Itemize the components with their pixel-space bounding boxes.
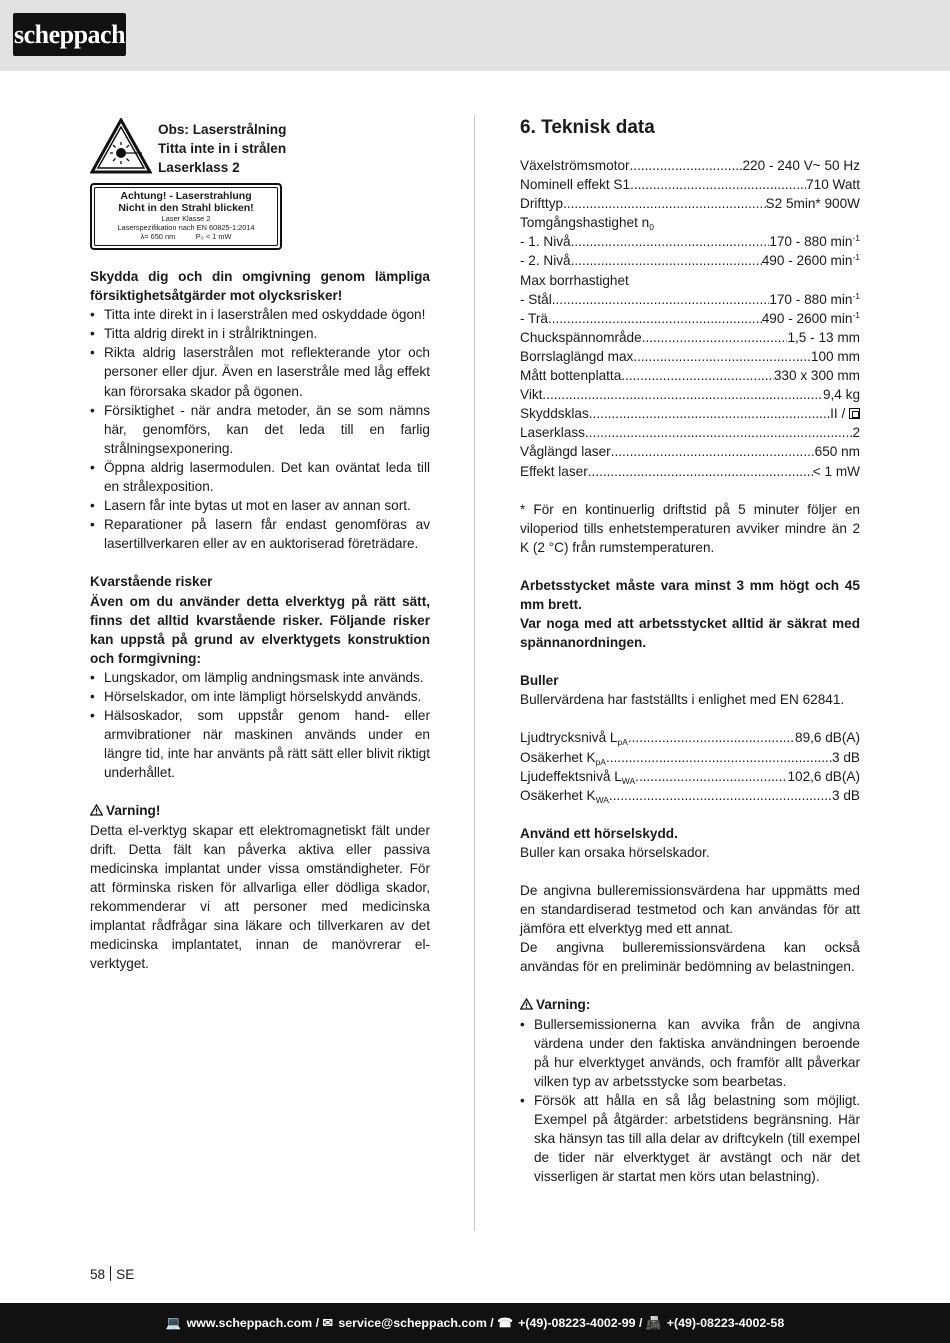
laser-label-line: λ= 650 nm P₀ < 1 mW: [140, 232, 232, 241]
spec-value: 102,6 dB(A): [787, 768, 860, 784]
spec-row: [520, 232, 860, 251]
spec-value: 710 Watt: [806, 177, 860, 193]
spec-label: - Trä: [520, 310, 548, 326]
computer-icon: 💻: [165, 1316, 182, 1330]
em-warning-text: Detta el-verktyg skapar ett elektromagnetiskt fält under drift. Detta fält kan påverka aktiva eller passiva medicinska implantat under vissa omständigheter. För att förminska risken för allvarliga eller dödliga skador, rekommenderar vi att personer med medicinska implantat rådfrågar sina läkare och tillverkaren av det medicinska implantatet, innan de manövrerar el-verktyget.: [90, 822, 430, 972]
spec-label: - 2. Nivå: [520, 253, 571, 269]
list-item: • Titta aldrig direkt in i strålriktningen.: [90, 324, 430, 343]
spec-row: [520, 385, 860, 404]
spec-value: < 1 mW: [812, 463, 860, 479]
residual-risk-title: Kvarstående risker: [90, 574, 213, 590]
spec-value: 9,4 kg: [822, 387, 860, 403]
protect-list: [90, 305, 430, 553]
left-column: [90, 118, 430, 973]
idle-speed-heading: [520, 213, 860, 232]
spec-value: 3 dB: [832, 749, 860, 765]
list-item: • Reparationer på lasern får endast genomföras av lasertillverkaren eller av en auktoriserad företrädare.: [90, 515, 430, 553]
list-item: • Lungskador, om lämplig andningsmask inte används.: [90, 668, 430, 687]
spec-label: Ljudtrycksnivå $L_{pA}$: [520, 730, 628, 748]
spec-label: Tomgångshastighet n: [520, 215, 650, 231]
list-item: • Titta inte direkt in i laserstrålen med oskyddade ögon!: [90, 305, 430, 324]
spec-label: - 1. Nivå: [520, 234, 571, 250]
spec-row: [520, 194, 860, 213]
spec-label: Vikt: [520, 387, 543, 403]
right-column: [520, 118, 860, 1186]
list-item: • Hörselskador, om inte lämpligt hörselskydd används.: [90, 687, 430, 706]
spec-label: - Stål: [520, 291, 552, 307]
spec-value: 170 - 880 $\min^{-1}$: [769, 233, 860, 250]
footer-phone: +(49)-08223-4002-99 /: [518, 1316, 643, 1330]
page-number: 58: [90, 1267, 106, 1282]
spec-row: [520, 347, 860, 366]
workpiece-note: Var noga med att arbetsstycket alltid är säkrat med spännanordningen.: [520, 616, 860, 651]
em-warning-title: Varning!: [106, 803, 161, 819]
noise-row: [520, 728, 860, 747]
spec-label: Laserklass: [520, 425, 585, 441]
spec-label: Våglängd laser: [520, 444, 611, 460]
phone-icon: ☎: [497, 1316, 513, 1330]
noise-title: Buller: [520, 673, 559, 689]
spec-label: Nominell effekt S1: [520, 177, 631, 193]
spec-value: S2 5min* 900W: [765, 196, 860, 212]
residual-risk-list: [90, 668, 430, 783]
em-warning-heading: [90, 801, 430, 820]
spec-label: Effekt laser: [520, 463, 588, 479]
spec-label: Mått bottenplatta: [520, 368, 622, 384]
noise-warning-title: Varning:: [536, 997, 591, 1013]
spec-row: [520, 251, 860, 270]
page-language: SE: [116, 1267, 135, 1282]
scheppach-logo: scheppach: [13, 13, 126, 56]
spec-value: 220 - 240 V~ 50 Hz: [742, 158, 860, 173]
noise-row: [520, 767, 860, 786]
spec-row: [520, 442, 860, 461]
header-band: [0, 0, 950, 71]
spec-row: [520, 404, 860, 423]
footer-website[interactable]: www.scheppach.com /: [186, 1316, 320, 1330]
workpiece-note: Arbetsstycket måste vara minst 3 mm högt och 45 mm brett.: [520, 577, 860, 612]
noise-warning-heading: [520, 995, 860, 1014]
spec-label: Chuckspännområde: [520, 329, 642, 345]
laser-warning-line: Obs: Laserstrålning: [158, 122, 287, 137]
list-item: • Lasern får inte bytas ut mot en laser av annan sort.: [90, 496, 430, 515]
spec-value: 3 dB: [832, 787, 860, 803]
emission-paragraph: De angivna bulleremissionsvärdena kan också användas för en preliminär bedömning av belastningen.: [520, 940, 860, 975]
spec-label: Skyddsklas: [520, 406, 589, 422]
column-divider: [474, 115, 475, 1231]
laser-warning-icon: [90, 118, 152, 174]
noise-row: [520, 748, 860, 767]
noise-row: [520, 786, 860, 805]
list-item: • Hälsoskador, som uppstår genom hand- eller armvibrationer när maskinen används under en längre tid, inte har använts på rätt sätt eller blivit riktigt underhållet.: [90, 706, 430, 782]
contact-footer: [0, 1303, 950, 1343]
laser-label-line: Nicht in den Strahl blicken!: [118, 202, 254, 214]
spec-value: 650 nm: [814, 444, 860, 460]
spec-label: Osäkerhet $K_{pA}$: [520, 749, 606, 767]
spec-label: Drifttyp: [520, 196, 564, 212]
spec-row: [520, 156, 860, 175]
warning-triangle-icon: [520, 998, 533, 1010]
list-item: • Öppna aldrig lasermodulen. Det kan oväntat leda till en strålexposition.: [90, 458, 430, 496]
spec-value: 1,5 - 13 mm: [787, 329, 860, 345]
spec-row: [520, 328, 860, 347]
hearing-title: Använd ett hörselskydd.: [520, 825, 678, 841]
spec-value: II /: [830, 404, 860, 423]
spec-value: 170 - 880 $\min^{-1}$: [769, 290, 860, 307]
duty-footnote: * För en kontinuerlig driftstid på 5 minuter följer en viloperiod tills enhetstemperaturen avviker mindre än 2 K (2 °C) från rumstemperaturen.: [520, 501, 860, 555]
laser-label-line: Laserspezifikation nach EN 60825-1:2014: [117, 223, 255, 232]
spec-row: [520, 290, 860, 309]
spec-row: [520, 309, 860, 328]
spec-row: [520, 366, 860, 385]
list-item: • Rikta aldrig laserstrålen mot reflekterande ytor och personer eller djur. Även en laserstråle med låg effekt kan förorsaka skador på ögonen.: [90, 343, 430, 400]
laser-label-line: Achtung! - Laserstrahlung: [120, 190, 252, 202]
spec-label: Ljudeffektsnivå $L_{WA}$: [520, 768, 636, 786]
spec-subscript: 0: [649, 222, 654, 233]
noise-warning-list: [520, 1015, 860, 1187]
list-item: • Bullersemissionerna kan avvika från de angivna värdena under den faktiska användningen beroende på hur elverktyget används, och framför allt påverkar vilken typ av arbetsstycke som bearbetas.: [520, 1015, 860, 1091]
page-footer-number: [90, 1265, 134, 1284]
spec-label: Osäkerhet $K_{WA}$: [520, 787, 609, 805]
protection-class-2-icon: [849, 408, 860, 419]
fax-icon: 📠: [645, 1316, 662, 1330]
warning-triangle-icon: [90, 804, 103, 816]
laser-warning-title: [158, 120, 286, 177]
laser-label-line: Laser Klasse 2: [161, 214, 211, 223]
laser-warning-block: [90, 118, 430, 250]
spec-value: 490 - 2600 $\min^{-1}$: [761, 252, 860, 269]
spec-value: 100 mm: [810, 348, 860, 364]
spec-label: Växelströmsmotor: [520, 158, 630, 173]
spec-row: [520, 175, 860, 194]
section-title: 6. Teknisk data: [520, 117, 655, 138]
spec-row: [520, 462, 860, 481]
laser-warning-line: Titta inte in i strålen: [158, 141, 287, 157]
spec-value: 89,6 dB(A): [795, 730, 860, 746]
protect-heading: Skydda dig och din omgivning genom lämpliga försiktighetsåtgärder mot olycksrisker!: [90, 269, 430, 304]
list-item: • Försök att hålla en så låg belastning som möjligt. Exempel på åtgärder: arbetstidens begränsning. Här ska hänsyn tas till alla delar av driftcykeln (till exempel de tider när elverktyget är avstängt och när det visserligen är startat men körs utan belastning).: [520, 1091, 860, 1186]
email-icon: ✉: [322, 1316, 333, 1330]
residual-risk-intro: Även om du använder detta elverktyg på rätt sätt, finns det alltid kvarstående risker. Följande risker kan uppstå på grund av elverktygets konstruktion och formgivning:: [90, 593, 430, 666]
spec-value: 330 x 300 mm: [773, 368, 860, 384]
spec-value: 490 - 2600 $\min^{-1}$: [761, 309, 860, 326]
noise-intro: Bullervärdena har fastställts i enlighet med EN 62841.: [520, 692, 845, 708]
list-item: • Försiktighet - när andra metoder, än se som nämns här, genomförs, kan det leda till en farlig strålningsexponering.: [90, 401, 430, 458]
footer-fax: +(49)-08223-4002-58: [666, 1316, 785, 1330]
spec-row: [520, 423, 860, 442]
laser-warning-line: Laserklass 2: [158, 160, 240, 176]
spec-value: 2: [852, 425, 860, 441]
max-speed-heading: Max borrhastighet: [520, 272, 629, 288]
spec-label: Borrslaglängd max.: [520, 348, 638, 364]
emission-paragraph: De angivna bulleremissionsvärdena har uppmätts med en standardiserad testmetod och kan användas för att jämföra ett elverktyg med ett annat.: [520, 883, 860, 937]
laser-class-label: [90, 183, 282, 250]
footer-email[interactable]: service@scheppach.com /: [338, 1316, 494, 1330]
hearing-text: Buller kan orsaka hörselskador.: [520, 844, 710, 860]
